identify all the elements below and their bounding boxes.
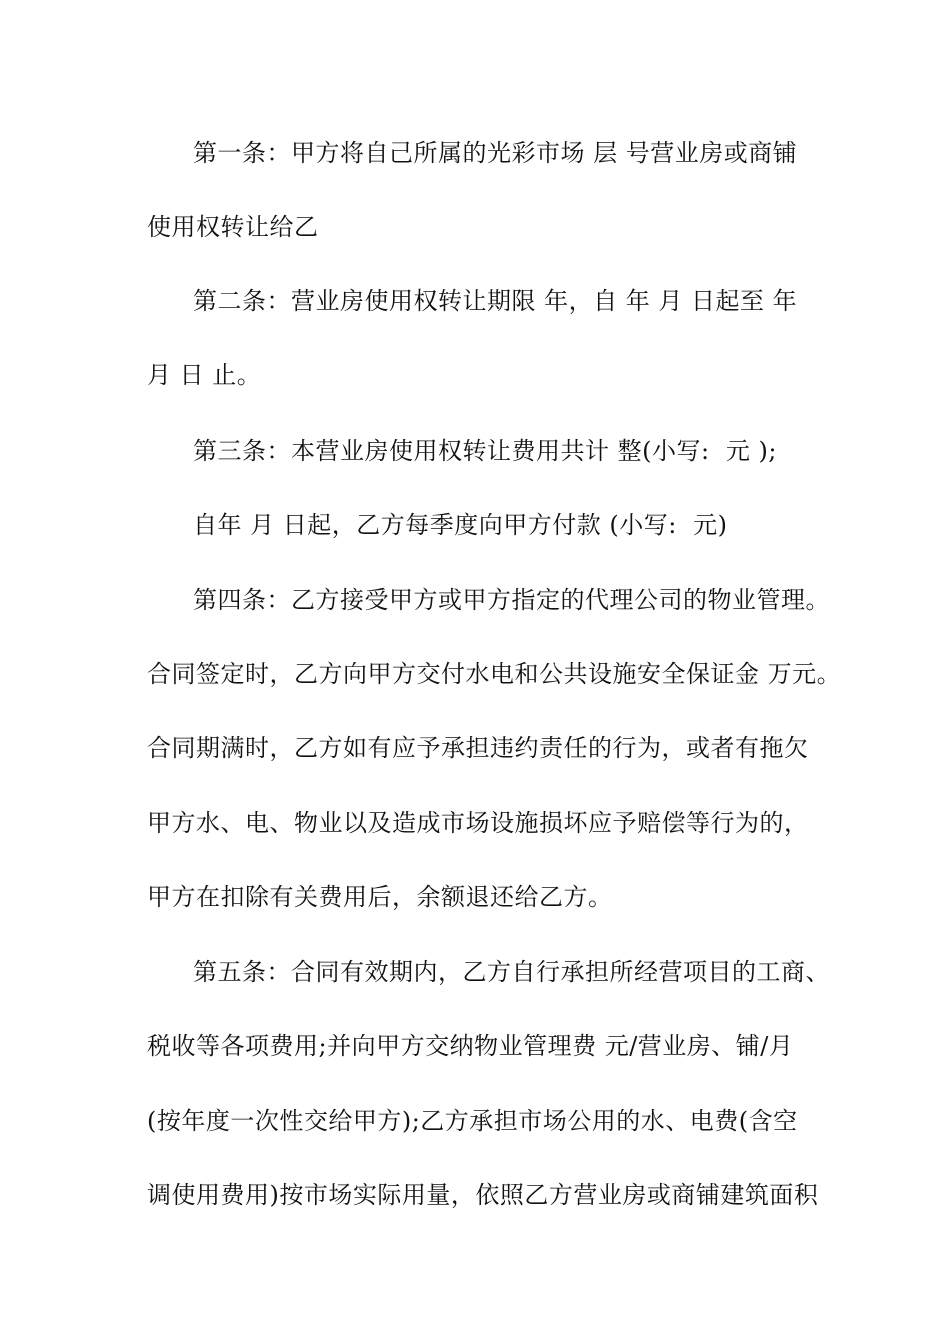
clause-5-line-2: 税收等各项费用;并向甲方交纳物业管理费 元/营业房、铺/月: [147, 1032, 794, 1060]
clause-5-line-3: (按年度一次性交给甲方);乙方承担市场公用的水、电费(含空: [147, 1107, 798, 1135]
clause-5-line-4: 调使用费用)按市场实际用量，依照乙方营业房或商铺建筑面积: [147, 1181, 819, 1209]
clause-4-line-5: 甲方在扣除有关费用后，余额退还给乙方。: [147, 883, 613, 911]
clause-1-line-2: 使用权转让给乙: [147, 213, 319, 241]
clause-3-line-2: 自年 月 日起，乙方每季度向甲方付款 (小写: 元): [193, 511, 728, 539]
clause-5-line-1: 第五条：合同有效期内，乙方自行承担所经营项目的工商、: [193, 958, 830, 986]
clause-4-line-2: 合同签定时，乙方向甲方交付水电和公共设施安全保证金 万元。: [147, 660, 842, 688]
clause-4-line-4: 甲方水、电、物业以及造成市场设施损坏应予赔偿等行为的，: [147, 809, 809, 837]
clause-2-line-2: 月 日 止。: [147, 361, 262, 389]
clause-1-line-1: 第一条：甲方将自己所属的光彩市场 层 号营业房或商铺: [193, 139, 798, 167]
clause-3-line-1: 第三条：本营业房使用权转让费用共计 整(小写: 元 );: [193, 437, 777, 465]
clause-4-line-3: 合同期满时，乙方如有应予承担违约责任的行为，或者有拖欠: [147, 734, 809, 762]
clause-2-line-1: 第二条：营业房使用权转让期限 年，自 年 月 日起至 年: [193, 287, 798, 315]
clause-4-line-1: 第四条：乙方接受甲方或甲方指定的代理公司的物业管理。: [193, 586, 830, 614]
